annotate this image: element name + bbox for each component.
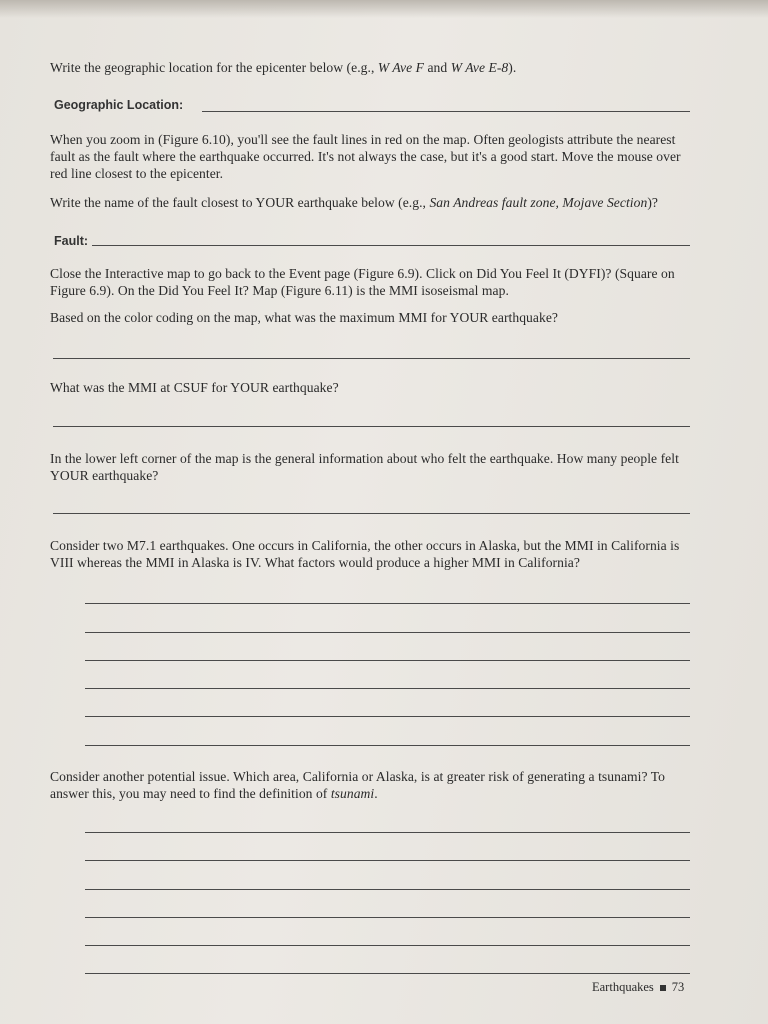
- tsunami-answer-line-6[interactable]: [85, 973, 690, 974]
- tsunami-answer-line-5[interactable]: [85, 945, 690, 946]
- tsunami-answer-line-1[interactable]: [85, 832, 690, 833]
- page-shadow: [0, 0, 768, 18]
- question-tsunami-risk: Consider another potential issue. Which area, California or Alaska, is at greater risk of generating a tsunami? To answer this, you may need to find the definition of tsunami.: [50, 769, 666, 801]
- dyfi-instructions: Close the Interactive map to go back to the Event page (Figure 6.9). Click on Did You Feel It (DYFI)? (Square on Figure 6.9). On the Did You Feel It? Map (Figure 6.11) is the MMI isoseismal map.: [50, 266, 675, 298]
- footer-bullet-icon: [660, 985, 666, 991]
- fault-answer-line[interactable]: [92, 245, 690, 246]
- max-mmi-answer-line[interactable]: [53, 358, 690, 359]
- fault-label: Fault:: [54, 234, 89, 248]
- tsunami-answer-line-4[interactable]: [85, 917, 690, 918]
- question-people-felt: In the lower left corner of the map is the general information about who felt the earthquake. How many people felt YOUR earthquake?: [50, 451, 679, 483]
- tsunami-answer-line-2[interactable]: [85, 860, 690, 861]
- question-max-mmi: Based on the color coding on the map, what was the maximum MMI for YOUR earthquake?: [50, 310, 559, 325]
- question-mmi-factors: Consider two M7.1 earthquakes. One occurs in California, the other occurs in Alaska, but the MMI in California is VIII whereas the MMI in Alaska is IV. What factors would produce a higher MMI in California?: [50, 538, 680, 570]
- page-number: 73: [671, 980, 685, 994]
- mmi-factors-answer-line-2[interactable]: [85, 632, 690, 633]
- geographic-location-label: Geographic Location:: [54, 98, 184, 112]
- geographic-location-answer-line[interactable]: [202, 111, 690, 112]
- mmi-factors-answer-line-3[interactable]: [85, 660, 690, 661]
- question-epicenter-location: Write the geographic location for the epicenter below (e.g., W Ave F and W Ave E-8).: [50, 60, 517, 75]
- people-felt-answer-line[interactable]: [53, 513, 690, 514]
- tsunami-answer-line-3[interactable]: [85, 889, 690, 890]
- mmi-factors-answer-line-4[interactable]: [85, 688, 690, 689]
- mmi-factors-answer-line-5[interactable]: [85, 716, 690, 717]
- footer-chapter: Earthquakes: [592, 980, 654, 994]
- mmi-factors-answer-line-1[interactable]: [85, 603, 690, 604]
- page-footer: [592, 980, 684, 995]
- question-fault-name: Write the name of the fault closest to YOUR earthquake below (e.g., San Andreas fault zone, Mojave Section)?: [50, 195, 658, 210]
- mmi-factors-answer-line-6[interactable]: [85, 745, 690, 746]
- question-mmi-csuf: What was the MMI at CSUF for YOUR earthquake?: [50, 380, 339, 395]
- zoom-instructions: When you zoom in (Figure 6.10), you'll see the fault lines in red on the map. Often geologists attribute the nearest fault as the fault where the earthquake occurred. It's not always the case, but it's a good start. Move the mouse over red line closest to the epicenter.: [50, 132, 681, 181]
- mmi-csuf-answer-line[interactable]: [53, 426, 690, 427]
